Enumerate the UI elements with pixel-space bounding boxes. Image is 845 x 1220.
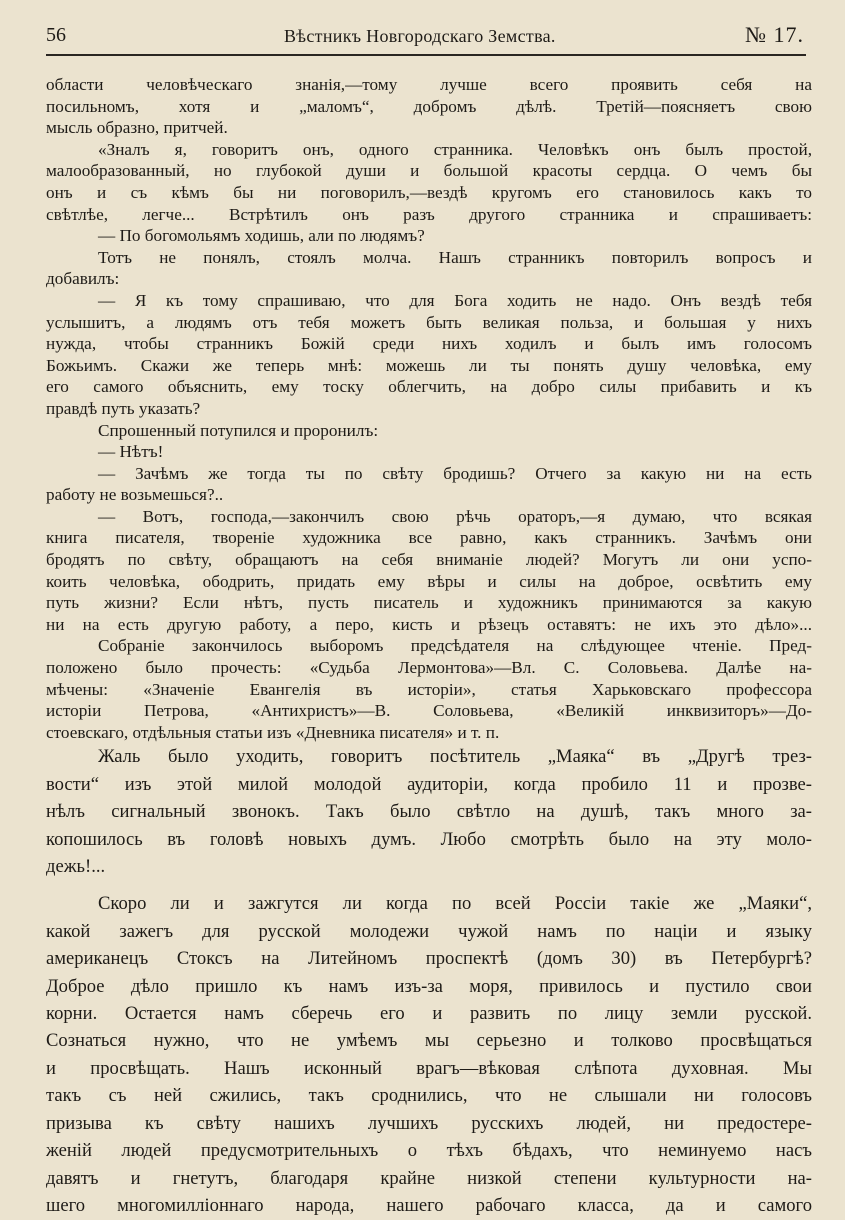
text-line: Жаль было уходить, говоритъ посѣтитель „Маяка“ въ „Другѣ трез- <box>98 746 812 768</box>
text-line: бродятъ по свѣту, обращаютъ на себя вниманіе людей? Могутъ ли они успо- <box>46 550 812 570</box>
text-line: мысль образно, притчей. <box>46 118 228 138</box>
text-line: Спрошенный потупился и проронилъ: <box>98 420 379 440</box>
text-line: какой зажегъ для русской молодежи чужой намъ по націи и языку <box>46 920 812 942</box>
text-line: — Я къ тому спрашиваю, что для Бога ходить не надо. Онъ вездѣ тебя <box>98 290 812 310</box>
article-body <box>46 74 812 1219</box>
text-line: правдѣ путь указать? <box>46 398 201 418</box>
page-number: 56 <box>46 24 66 46</box>
text-line: исторіи Петрова, «Антихристъ»—В. Соловьева, «Великій инквизиторъ»—До- <box>46 701 812 721</box>
running-header <box>46 18 806 56</box>
text-line: добавилъ: <box>46 269 120 289</box>
text-line: малообразованный, но глубокой души и большой красоты сердца. О чемъ бы <box>46 161 812 181</box>
text-line: — Нѣтъ! <box>98 442 164 462</box>
text-line: вости“ изъ этой милой молодой аудиторіи, когда пробило 11 и прозве- <box>46 773 812 795</box>
text-line: женій людей предусмотрительныхъ о тѣхъ бѣдахъ, что неминуемо насъ <box>46 1140 812 1162</box>
journal-title: Вѣстникъ Новгородскаго Земства. <box>284 26 556 46</box>
text-line: путь жизни? Если нѣтъ, пусть писатель и художникъ принимаются за какую <box>46 593 812 613</box>
text-line: Сознаться нужно, что не умѣемъ мы серьезно и толково просвѣщаться <box>46 1030 812 1052</box>
text-line: положено было прочесть: «Судьба Лермонтова»—Вл. С. Соловьева. Далѣе на- <box>46 658 812 678</box>
text-line: давятъ и гнетутъ, благодаря крайне низкой степени культурности на- <box>46 1167 812 1189</box>
text-line: ни на есть другую работу, а перо, кисть и рѣзецъ оставятъ: не ихъ это дѣло»... <box>46 614 812 634</box>
text-line: дежь!... <box>46 856 106 878</box>
text-line: — Зачѣмъ же тогда ты по свѣту бродишь? Отчего за какую ни на есть <box>98 463 812 483</box>
issue-number: № 17. <box>745 22 804 47</box>
text-line: Божьимъ. Скажи же теперь мнѣ: можешь ли ты понять душу человѣка, ему <box>46 355 812 375</box>
text-line: призыва къ свѣту нашихъ лучшихъ русскихъ людей, ни предостере- <box>46 1112 812 1134</box>
text-line: шего многомилліоннаго народа, нашего рабочаго класса, да и самого <box>46 1194 812 1216</box>
text-line: нужда, чтобы странникъ Божій среди нихъ ходилъ и былъ имъ голосомъ <box>46 334 812 354</box>
text-line: Скоро ли и зажгутся ли когда по всей Россіи такіе же „Маяки“, <box>98 893 812 915</box>
text-line: Доброе дѣло пришло къ намъ изъ-за моря, привилось и пустило свои <box>46 975 812 997</box>
text-line: онъ и съ кѣмъ бы ни поговорилъ,—вездѣ кругомъ его становилось какъ то <box>46 182 812 202</box>
text-line: американецъ Стоксъ на Литейномъ проспектѣ (домъ 30) въ Петербургѣ? <box>46 948 812 970</box>
text-line: копошилось въ головѣ новыхъ думъ. Любо смотрѣть было на эту моло- <box>46 828 812 850</box>
text-line: посильномъ, хотя и „маломъ“, добромъ дѣлѣ. Третій—поясняетъ свою <box>46 96 812 116</box>
text-line: корни. Остается намъ сберечь его и развить по лицу земли русской. <box>46 1003 812 1025</box>
text-line: такъ съ ней сжились, такъ сроднились, что не слышали ни голосовъ <box>46 1085 812 1107</box>
text-line: Собраніе закончилось выборомъ предсѣдателя на слѣдующее чтеніе. Пред- <box>98 636 812 656</box>
text-line: мѣчены: «Значеніе Евангелія въ исторіи», статья Харьковскаго профессора <box>46 679 812 699</box>
text-block-paragraph-2 <box>46 890 812 1219</box>
text-line: нѣлъ сигнальный звонокъ. Такъ было свѣтло на душѣ, такъ много за- <box>46 801 812 823</box>
text-line: и просвѣщать. Нашъ исконный врагъ—вѣковая слѣпота духовная. Мы <box>46 1057 812 1079</box>
text-line: стоевскаго, отдѣльныя статьи изъ «Дневника писателя» и т. п. <box>46 722 500 742</box>
text-line: Тотъ не понялъ, стоялъ молча. Нашъ странникъ повторилъ вопросъ и <box>98 247 812 267</box>
text-line: книга писателя, твореніе художника все равно, какъ странникъ. Зачѣмъ они <box>46 528 812 548</box>
text-line: свѣтлѣе, легче... Встрѣтилъ онъ разъ другого странника и спрашиваетъ: <box>46 204 812 224</box>
text-line: — По богомольямъ ходишь, али по людямъ? <box>98 226 425 246</box>
text-line: «Зналъ я, говоритъ онъ, одного странника. Человѣкъ онъ былъ простой, <box>98 139 812 159</box>
text-line: области человѣческаго знанія,—тому лучше всего проявить себя на <box>46 75 812 94</box>
text-line: услышитъ, а людямъ отъ тебя можетъ быть великая польза, и большая у нихъ <box>46 312 812 332</box>
text-line: работу не возьмешься?.. <box>46 485 224 505</box>
text-line: — Вотъ, господа,—закончилъ свою рѣчь ораторъ,—я думаю, что всякая <box>98 506 812 526</box>
text-line: его самого объяснить, ему тоску облегчить, на добро силы прибавить и къ <box>46 377 812 397</box>
paragraph-gap <box>46 880 812 890</box>
text-block-paragraph-1 <box>46 743 812 880</box>
text-block-small-print <box>46 74 812 743</box>
text-line: коить человѣка, ободрить, придать ему вѣры и силы на доброе, освѣтить ему <box>46 571 812 591</box>
